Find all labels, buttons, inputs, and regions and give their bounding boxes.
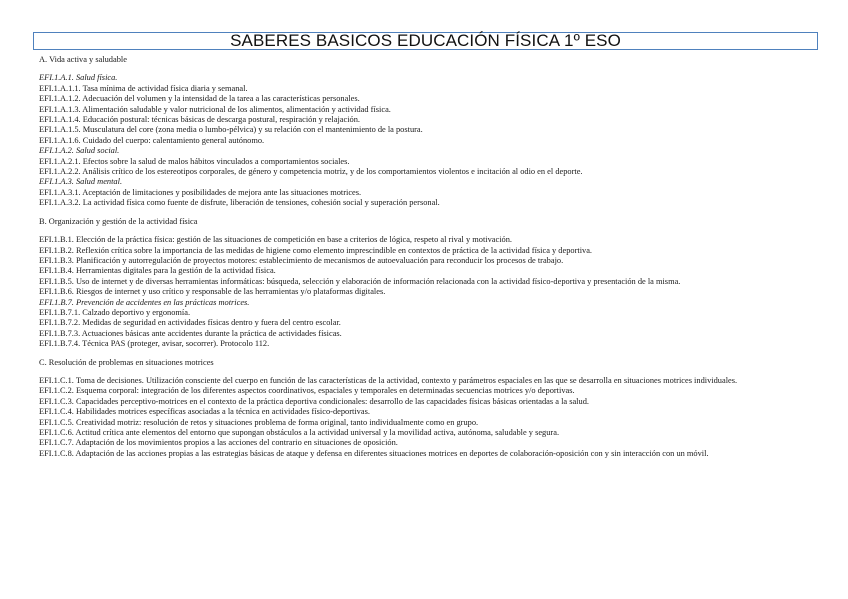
list-item: EFI.1.A.3.1. Aceptación de limitaciones y posibilidades de mejora ante las situaciones motrices. (39, 187, 362, 197)
list-item: EFI.1.A.2.1. Efectos sobre la salud de malos hábitos vinculados a comportamientos sociales. (39, 156, 350, 166)
list-item: EFI.1.B.5. Uso de internet y de diversas herramientas informáticas: búsqueda, selección y elaboración de información relacionada con la actividad físico-deportiva y presentación de la misma. (39, 276, 681, 286)
list-item: EFI.1.C.6. Actitud crítica ante elementos del entorno que supongan obstáculos a la actividad universal y la movilidad activa, autónoma, saludable y segura. (39, 428, 560, 437)
list-item: EFI.1.A.1.1. Tasa mínima de actividad física diaria y semanal. (39, 83, 248, 93)
list-item: EFI.1.B.7.3. Actuaciones básicas ante accidentes durante la práctica de actividades físicas. (39, 328, 342, 338)
document-body (39, 55, 815, 459)
list-item: EFI.1.C.5. Creatividad motriz: resolución de retos y situaciones problema de forma original, tanto individualmente como en grupo. (39, 417, 479, 427)
list-item: EFI.1.B.4. Herramientas digitales para la gestión de la actividad física. (39, 266, 276, 276)
section-heading-a: A. Vida activa y saludable (39, 55, 127, 64)
list-item: EFI.1.A.1.3. Alimentación saludable y valor nutricional de los alimentos, alimentación y actividad física. (39, 104, 391, 114)
list-item: EFI.1.C.3. Capacidades perceptivo-motrices en el contexto de la práctica deportiva condicionales: desarrollo de las capacidades físicas básicas orientadas a la salud. (39, 396, 589, 406)
list-item: EFI.1.B.7.4. Técnica PAS (proteger, avisar, socorrer). Protocolo 112. (39, 339, 270, 349)
list-item: EFI.1.C.2. Esquema corporal: integración de los diferentes aspectos coordinativos, espaciales y temporales en determinadas secuencias motrices y/o deportivas. (39, 386, 575, 396)
list-item: EFI.1.A.1.6. Cuidado del cuerpo: calentamiento general autónomo. (39, 135, 265, 145)
subsection-b7: EFI.1.B.7. Prevención de accidentes en las prácticas motrices. (39, 297, 250, 307)
subsection-a1: EFI.1.A.1. Salud física. (39, 73, 118, 83)
list-item: EFI.1.A.1.2. Adecuación del volumen y la intensidad de la tarea a las características personales. (39, 94, 360, 104)
section-heading-c: C. Resolución de problemas en situaciones motrices (39, 357, 214, 367)
list-item: EFI.1.C.8. Adaptación de las acciones propias a las estrategias básicas de ataque y defensa en diferentes situaciones motrices en deportes de colaboración-oposición con y sin interacción con un móvil. (39, 448, 709, 458)
list-item: EFI.1.A.3.2. La actividad física como fuente de disfrute, liberación de tensiones, cohesión social y superación personal. (39, 198, 440, 208)
list-item: EFI.1.B.6. Riesgos de internet y uso crítico y responsable de las herramientas y/o plataformas digitales. (39, 287, 386, 297)
subsection-a2: EFI.1.A.2. Salud social. (39, 146, 120, 156)
list-item: EFI.1.A.2.2. Análisis crítico de los estereotipos corporales, de género y competencia motriz, y de los comportamientos violentos e incitación al odio en el deporte. (39, 167, 583, 177)
page-title: SABERES BASICOS EDUCACIÓN FÍSICA 1º ESO (230, 31, 621, 50)
subsection-a3: EFI.1.A.3. Salud mental. (39, 177, 123, 187)
list-item: EFI.1.B.7.2. Medidas de seguridad en actividades físicas dentro y fuera del centro escolar. (39, 318, 341, 328)
list-item: EFI.1.B.3. Planificación y autorregulación de proyectos motores: establecimiento de mecanismos de autoevaluación para reconducir los procesos de trabajo. (39, 255, 564, 265)
section-heading-b: B. Organización y gestión de la actividad física (39, 216, 198, 226)
list-item: EFI.1.A.1.5. Musculatura del core (zona media o lumbo-pélvica) y su relación con el mantenimiento de la postura. (39, 125, 423, 135)
list-item: EFI.1.C.7. Adaptación de los movimientos propios a las acciones del contrario en situaciones de oposición. (39, 438, 398, 448)
title-box (33, 32, 818, 50)
list-item: EFI.1.A.1.4. Educación postural: técnicas básicas de descarga postural, respiración y relajación. (39, 115, 361, 125)
list-item: EFI.1.C.4. Habilidades motrices específicas asociadas a la técnica en actividades físico-deportivas. (39, 407, 370, 417)
list-item: EFI.1.B.7.1. Calzado deportivo y ergonomía. (39, 307, 191, 317)
list-item: EFI.1.C.1. Toma de decisiones. Utilización consciente del cuerpo en función de las características de la actividad, contexto y parámetros espaciales en las que se desarrolla en situaciones motrices individuales. (39, 375, 738, 385)
list-item: EFI.1.B.2. Reflexión crítica sobre la importancia de las medidas de higiene como elemento imprescindible en contextos de práctica de la actividad física y deportiva. (39, 245, 593, 255)
list-item: EFI.1.B.1. Elección de la práctica física: gestión de las situaciones de competición en base a criterios de lógica, respeto al rival y motivación. (39, 235, 513, 245)
